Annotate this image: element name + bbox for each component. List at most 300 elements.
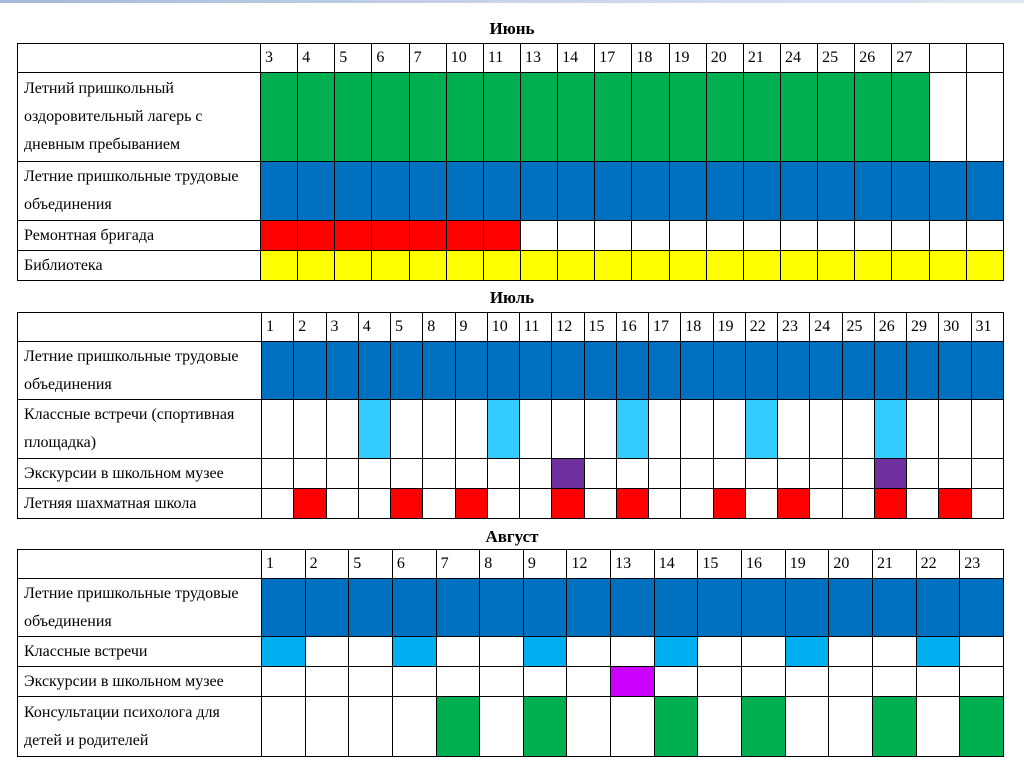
empty-cell: [706, 221, 743, 251]
day-header-cell: 19: [713, 313, 745, 342]
scheduled-cell: [611, 667, 655, 697]
empty-cell: [960, 637, 1004, 667]
day-header-cell: 27: [892, 44, 929, 73]
scheduled-cell: [872, 697, 916, 757]
scheduled-cell: [349, 579, 393, 637]
scheduled-cell: [778, 489, 810, 519]
empty-cell: [842, 489, 874, 519]
july-table: [17, 312, 1004, 519]
scheduled-cell: [818, 162, 855, 221]
empty-cell: [929, 73, 966, 162]
empty-cell: [487, 459, 519, 489]
empty-cell: [960, 667, 1004, 697]
scheduled-cell: [335, 73, 372, 162]
empty-cell: [520, 489, 552, 519]
empty-cell: [632, 221, 669, 251]
scheduled-cell: [706, 162, 743, 221]
scheduled-cell: [649, 342, 681, 400]
empty-cell: [349, 667, 393, 697]
scheduled-cell: [742, 697, 786, 757]
scheduled-cell: [632, 162, 669, 221]
day-header-cell: 12: [552, 313, 584, 342]
july-title: Июль: [489, 288, 535, 307]
empty-cell: [966, 73, 1003, 162]
empty-cell: [681, 459, 713, 489]
scheduled-cell: [706, 251, 743, 281]
scheduled-cell: [929, 251, 966, 281]
scheduled-cell: [409, 73, 446, 162]
day-header-cell: 5: [349, 550, 393, 579]
scheduled-cell: [939, 342, 971, 400]
day-header-cell: 16: [616, 313, 648, 342]
empty-cell: [778, 400, 810, 459]
scheduled-cell: [335, 251, 372, 281]
activity-row: [18, 637, 1004, 667]
empty-cell: [423, 489, 455, 519]
empty-cell: [567, 697, 611, 757]
scheduled-cell: [552, 342, 584, 400]
day-header-cell: 15: [584, 313, 616, 342]
scheduled-cell: [616, 342, 648, 400]
empty-cell: [855, 221, 892, 251]
scheduled-cell: [595, 73, 632, 162]
day-header-cell: 3: [326, 313, 358, 342]
scheduled-cell: [698, 579, 742, 637]
empty-cell: [262, 697, 306, 757]
day-header-cell: 15: [698, 550, 742, 579]
scheduled-cell: [706, 73, 743, 162]
empty-cell: [349, 697, 393, 757]
scheduled-cell: [829, 579, 873, 637]
scheduled-cell: [742, 579, 786, 637]
empty-cell: [810, 459, 842, 489]
day-header-cell: 8: [423, 313, 455, 342]
scheduled-cell: [436, 579, 480, 637]
scheduled-cell: [294, 489, 326, 519]
empty-cell: [829, 637, 873, 667]
empty-cell: [294, 400, 326, 459]
activity-label: Летняя шахматная школа: [18, 489, 262, 519]
scheduled-cell: [632, 73, 669, 162]
empty-cell: [520, 459, 552, 489]
empty-cell: [455, 400, 487, 459]
day-header-cell: 5: [391, 313, 423, 342]
empty-cell: [558, 221, 595, 251]
scheduled-cell: [480, 579, 524, 637]
empty-cell: [842, 459, 874, 489]
scheduled-cell: [423, 342, 455, 400]
empty-cell: [654, 667, 698, 697]
empty-cell: [423, 459, 455, 489]
scheduled-cell: [743, 251, 780, 281]
activity-row: [18, 697, 1004, 757]
empty-cell: [929, 221, 966, 251]
day-header-cell: 10: [487, 313, 519, 342]
scheduled-cell: [780, 162, 817, 221]
scheduled-cell: [584, 342, 616, 400]
scheduled-cell: [483, 221, 520, 251]
scheduled-cell: [960, 579, 1004, 637]
scheduled-cell: [520, 342, 552, 400]
june-section: [0, 18, 1024, 40]
scheduled-cell: [855, 162, 892, 221]
empty-cell: [584, 400, 616, 459]
empty-cell: [713, 459, 745, 489]
scheduled-cell: [487, 342, 519, 400]
scheduled-cell: [713, 489, 745, 519]
day-header-cell: 23: [960, 550, 1004, 579]
empty-cell: [326, 459, 358, 489]
scheduled-cell: [916, 637, 960, 667]
day-header-cell: 20: [706, 44, 743, 73]
scheduled-cell: [907, 342, 939, 400]
scheduled-cell: [305, 579, 349, 637]
empty-cell: [305, 697, 349, 757]
activity-row: [18, 579, 1004, 637]
empty-cell: [698, 667, 742, 697]
scheduled-cell: [262, 579, 306, 637]
empty-cell: [326, 489, 358, 519]
july-header-row: [18, 313, 1004, 342]
day-header-cell: 25: [842, 313, 874, 342]
scheduled-cell: [960, 697, 1004, 757]
empty-cell: [742, 667, 786, 697]
day-header-cell: 9: [455, 313, 487, 342]
scheduled-cell: [261, 221, 298, 251]
scheduled-cell: [595, 162, 632, 221]
day-header-cell: 8: [480, 550, 524, 579]
day-header-cell: 4: [358, 313, 390, 342]
day-header-cell: 22: [916, 550, 960, 579]
day-header-cell: 26: [855, 44, 892, 73]
activity-label: Летний пришкольный оздоровительный лагерь с дневным пребыванием: [18, 73, 261, 162]
empty-cell: [392, 697, 436, 757]
day-header-cell: 14: [654, 550, 698, 579]
scheduled-cell: [523, 579, 567, 637]
scheduled-cell: [520, 162, 557, 221]
empty-cell: [358, 459, 390, 489]
empty-cell: [436, 667, 480, 697]
scheduled-cell: [874, 459, 906, 489]
empty-cell: [262, 459, 294, 489]
empty-cell: [971, 489, 1003, 519]
scheduled-cell: [335, 162, 372, 221]
empty-cell: [681, 400, 713, 459]
activity-label: Экскурсии в школьном музее: [18, 667, 262, 697]
scheduled-cell: [520, 251, 557, 281]
empty-cell: [785, 667, 829, 697]
empty-cell: [294, 459, 326, 489]
scheduled-cell: [713, 342, 745, 400]
scheduled-cell: [892, 162, 929, 221]
empty-cell: [810, 489, 842, 519]
header-corner-cell: [18, 44, 261, 73]
scheduled-cell: [294, 342, 326, 400]
empty-cell: [907, 489, 939, 519]
empty-cell: [487, 489, 519, 519]
empty-cell: [358, 489, 390, 519]
day-header-cell: 12: [567, 550, 611, 579]
day-header-cell: 7: [436, 550, 480, 579]
empty-cell: [423, 400, 455, 459]
empty-cell: [892, 221, 929, 251]
empty-cell: [392, 667, 436, 697]
empty-cell: [649, 489, 681, 519]
empty-cell: [745, 459, 777, 489]
day-header-cell: 16: [742, 550, 786, 579]
scheduled-cell: [335, 221, 372, 251]
empty-cell: [785, 697, 829, 757]
scheduled-cell: [842, 342, 874, 400]
scheduled-cell: [939, 489, 971, 519]
empty-cell: [842, 400, 874, 459]
scheduled-cell: [778, 342, 810, 400]
empty-cell: [907, 400, 939, 459]
scheduled-cell: [261, 73, 298, 162]
scheduled-cell: [855, 251, 892, 281]
day-header-cell: 24: [810, 313, 842, 342]
activity-label: Библиотека: [18, 251, 261, 281]
empty-cell: [552, 400, 584, 459]
empty-cell: [326, 400, 358, 459]
day-header-cell: 31: [971, 313, 1003, 342]
activity-row: [18, 459, 1004, 489]
empty-cell: [649, 400, 681, 459]
activity-label: Экскурсии в школьном музее: [18, 459, 262, 489]
day-header-cell: 21: [743, 44, 780, 73]
scheduled-cell: [523, 637, 567, 667]
empty-cell: [584, 489, 616, 519]
scheduled-cell: [552, 459, 584, 489]
day-header-cell: 4: [298, 44, 335, 73]
scheduled-cell: [966, 251, 1003, 281]
empty-cell: [939, 400, 971, 459]
empty-cell: [907, 459, 939, 489]
activity-row: [18, 400, 1004, 459]
scheduled-cell: [567, 579, 611, 637]
day-header-cell: 22: [745, 313, 777, 342]
day-header-cell: 10: [446, 44, 483, 73]
empty-cell: [698, 697, 742, 757]
scheduled-cell: [669, 251, 706, 281]
day-header-cell: 6: [372, 44, 409, 73]
empty-cell: [698, 637, 742, 667]
empty-cell: [872, 637, 916, 667]
scheduled-cell: [874, 489, 906, 519]
day-header-cell: 11: [483, 44, 520, 73]
empty-cell: [829, 667, 873, 697]
scheduled-cell: [455, 342, 487, 400]
header-corner-cell: [18, 550, 262, 579]
scheduled-cell: [483, 162, 520, 221]
scheduled-cell: [487, 400, 519, 459]
empty-cell: [520, 221, 557, 251]
day-header-cell: 1: [262, 550, 306, 579]
june-title: Июнь: [489, 19, 535, 38]
day-header-cell: [929, 44, 966, 73]
empty-cell: [649, 459, 681, 489]
day-header-cell: 20: [829, 550, 873, 579]
empty-cell: [391, 459, 423, 489]
scheduled-cell: [261, 251, 298, 281]
day-header-cell: 24: [780, 44, 817, 73]
scheduled-cell: [391, 489, 423, 519]
activity-row: [18, 73, 1004, 162]
day-header-cell: 2: [305, 550, 349, 579]
activity-label: Летние пришкольные трудовые объединения: [18, 342, 262, 400]
empty-cell: [305, 667, 349, 697]
scheduled-cell: [409, 162, 446, 221]
scheduled-cell: [929, 162, 966, 221]
scheduled-cell: [743, 73, 780, 162]
empty-cell: [743, 221, 780, 251]
scheduled-cell: [971, 342, 1003, 400]
day-header-cell: 25: [818, 44, 855, 73]
scheduled-cell: [446, 251, 483, 281]
scheduled-cell: [855, 73, 892, 162]
scheduled-cell: [391, 342, 423, 400]
day-header-cell: 13: [611, 550, 655, 579]
empty-cell: [480, 667, 524, 697]
empty-cell: [916, 697, 960, 757]
day-header-cell: [966, 44, 1003, 73]
empty-cell: [305, 637, 349, 667]
scheduled-cell: [745, 400, 777, 459]
scheduled-cell: [654, 637, 698, 667]
day-header-cell: 29: [907, 313, 939, 342]
scheduled-cell: [818, 73, 855, 162]
empty-cell: [669, 221, 706, 251]
header-corner-cell: [18, 313, 262, 342]
scheduled-cell: [558, 73, 595, 162]
empty-cell: [567, 637, 611, 667]
scheduled-cell: [669, 73, 706, 162]
scheduled-cell: [372, 162, 409, 221]
scheduled-cell: [892, 251, 929, 281]
empty-cell: [872, 667, 916, 697]
scheduled-cell: [298, 221, 335, 251]
day-header-cell: 21: [872, 550, 916, 579]
empty-cell: [611, 637, 655, 667]
day-header-cell: 7: [409, 44, 446, 73]
day-header-cell: 1: [262, 313, 294, 342]
empty-cell: [916, 667, 960, 697]
august-section: [0, 526, 1024, 548]
activity-label: Ремонтная бригада: [18, 221, 261, 251]
scheduled-cell: [372, 221, 409, 251]
empty-cell: [520, 400, 552, 459]
activity-row: [18, 251, 1004, 281]
empty-cell: [745, 489, 777, 519]
empty-cell: [681, 489, 713, 519]
july-section: [0, 287, 1024, 309]
empty-cell: [455, 459, 487, 489]
scheduled-cell: [616, 400, 648, 459]
activity-label: Летние пришкольные трудовые объединения: [18, 162, 261, 221]
scheduled-cell: [654, 697, 698, 757]
scheduled-cell: [669, 162, 706, 221]
scheduled-cell: [298, 73, 335, 162]
activity-row: [18, 489, 1004, 519]
day-header-cell: 17: [595, 44, 632, 73]
scheduled-cell: [632, 251, 669, 281]
scheduled-cell: [298, 251, 335, 281]
empty-cell: [262, 400, 294, 459]
scheduled-cell: [262, 342, 294, 400]
scheduled-cell: [262, 637, 306, 667]
scheduled-cell: [785, 579, 829, 637]
empty-cell: [616, 459, 648, 489]
day-header-cell: 19: [785, 550, 829, 579]
scheduled-cell: [654, 579, 698, 637]
august-table: [17, 549, 1004, 757]
scheduled-cell: [785, 637, 829, 667]
day-header-cell: 17: [649, 313, 681, 342]
empty-cell: [829, 697, 873, 757]
scheduled-cell: [595, 251, 632, 281]
scheduled-cell: [552, 489, 584, 519]
scheduled-cell: [558, 251, 595, 281]
scheduled-cell: [874, 400, 906, 459]
empty-cell: [262, 667, 306, 697]
scheduled-cell: [436, 697, 480, 757]
day-header-cell: 19: [669, 44, 706, 73]
day-header-cell: 6: [392, 550, 436, 579]
scheduled-cell: [358, 342, 390, 400]
empty-cell: [480, 697, 524, 757]
empty-cell: [810, 400, 842, 459]
empty-cell: [778, 459, 810, 489]
june-table: [17, 43, 1004, 281]
day-header-cell: 14: [558, 44, 595, 73]
empty-cell: [262, 489, 294, 519]
scheduled-cell: [611, 579, 655, 637]
scheduled-cell: [409, 251, 446, 281]
empty-cell: [567, 667, 611, 697]
scheduled-cell: [874, 342, 906, 400]
day-header-cell: 30: [939, 313, 971, 342]
scheduled-cell: [483, 73, 520, 162]
august-title: Август: [485, 527, 539, 546]
day-header-cell: 18: [632, 44, 669, 73]
scheduled-cell: [743, 162, 780, 221]
scheduled-cell: [966, 162, 1003, 221]
empty-cell: [595, 221, 632, 251]
scheduled-cell: [523, 697, 567, 757]
activity-label: Классные встречи (спортивная площадка): [18, 400, 262, 459]
scheduled-cell: [892, 73, 929, 162]
august-header-row: [18, 550, 1004, 579]
empty-cell: [818, 221, 855, 251]
scheduled-cell: [446, 221, 483, 251]
day-header-cell: 13: [520, 44, 557, 73]
empty-cell: [742, 637, 786, 667]
empty-cell: [971, 400, 1003, 459]
empty-cell: [611, 697, 655, 757]
scheduled-cell: [326, 342, 358, 400]
scheduled-cell: [358, 400, 390, 459]
day-header-cell: 18: [681, 313, 713, 342]
day-header-cell: 26: [874, 313, 906, 342]
empty-cell: [966, 221, 1003, 251]
scheduled-cell: [810, 342, 842, 400]
day-header-cell: 3: [261, 44, 298, 73]
scheduled-cell: [446, 73, 483, 162]
top-border: [0, 0, 1024, 3]
empty-cell: [349, 637, 393, 667]
activity-row: [18, 221, 1004, 251]
scheduled-cell: [392, 579, 436, 637]
